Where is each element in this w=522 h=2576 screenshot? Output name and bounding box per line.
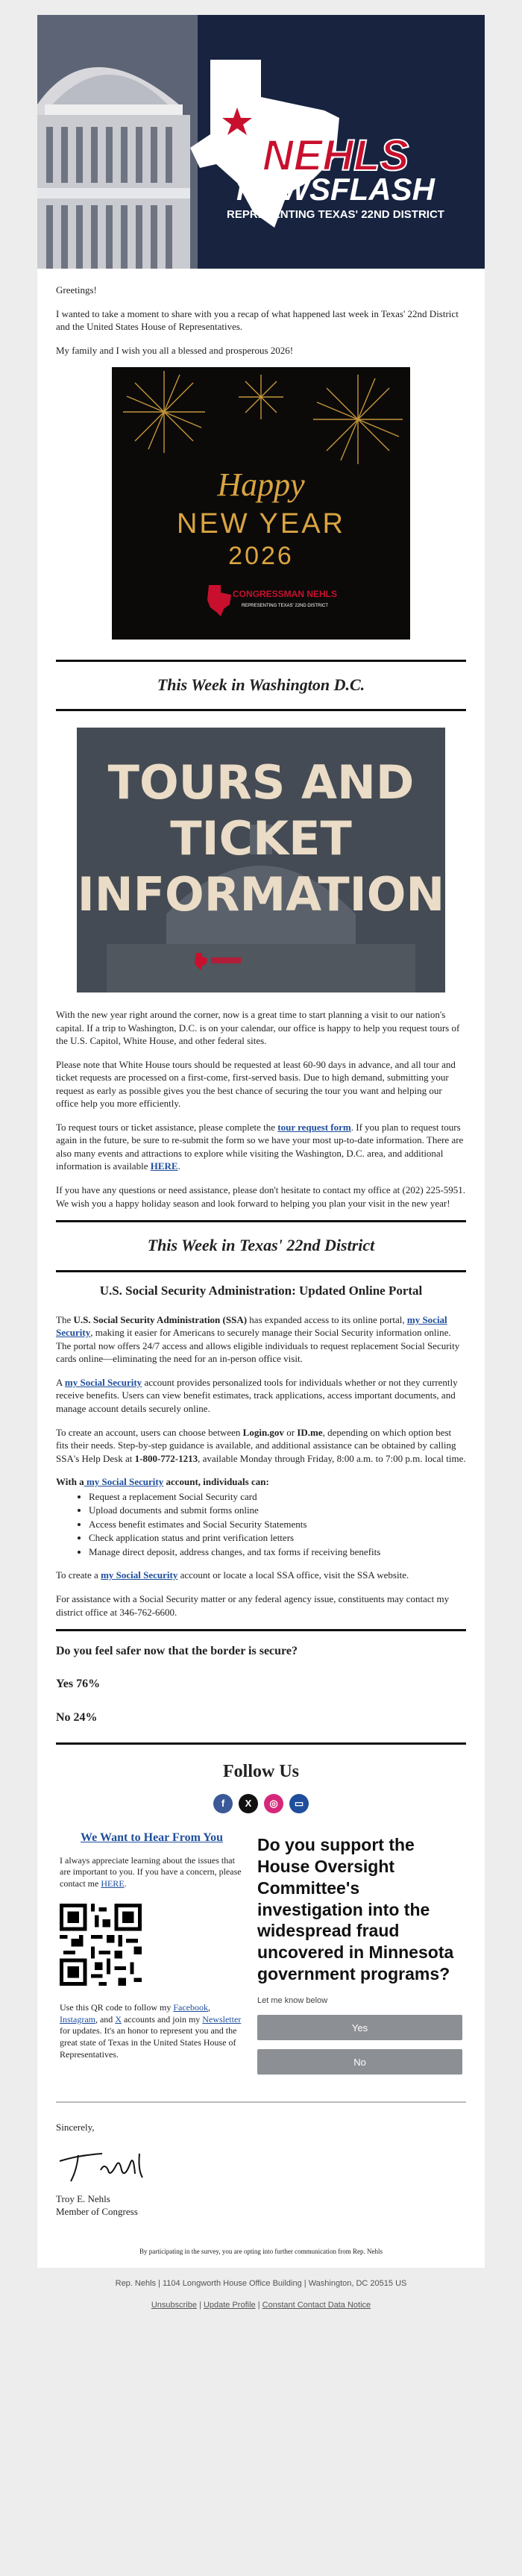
- text-span: account or locate a local SSA office, visit the SSA website.: [177, 1569, 409, 1581]
- contact-here-link[interactable]: HERE: [101, 1878, 125, 1889]
- text-span: for updates. It's an honor to represent you and the great state of Texas in the United States House of Representatives.: [60, 2025, 237, 2060]
- list-item: • Upload documents and submit forms online: [89, 1504, 466, 1517]
- text-span: or: [283, 1426, 298, 1438]
- text-span: ,: [207, 2002, 210, 2013]
- hear-paragraph-2: [60, 2002, 244, 2060]
- id-me-bold: ID.me: [297, 1426, 323, 1438]
- header-title-line2: NEWSFLASH: [236, 172, 435, 207]
- survey-no-button[interactable]: No: [257, 2049, 462, 2075]
- login-gov-bold: Login.gov: [242, 1426, 284, 1438]
- ssa-paragraph-5: For assistance with a Social Security matter or any federal agency issue, constituents may contact my district office at 346-762-6600.: [56, 1593, 450, 1618]
- text-span: I always appreciate learning about the issues that are important to you. If you have a concern, please contact me: [60, 1854, 242, 1889]
- new-year-image-wrap: [56, 367, 466, 643]
- dc-paragraph-1: With the new year right around the corner, now is a great time to start planning a visit to our nation's capital. If a trip to Washington, D.C. is on your calendar, our office is happy to help you request tours of the U.S. Capitol, White House, and other federal sites.: [56, 1008, 460, 1047]
- tour-request-form-link[interactable]: tour request form: [277, 1121, 351, 1133]
- greeting: Greetings!: [56, 284, 97, 296]
- my-social-security-link[interactable]: my Social Security: [101, 1569, 178, 1581]
- contact-survey-row: [56, 1830, 466, 2083]
- ssa-feature-list: [89, 1490, 466, 1559]
- text-span: . If you plan to request tours again in the future, be sure to re-submit the form so we have your most up-to-date information. There are also many events and attractions to explore while visiting the Washington, D.C. area, and additional information is available: [56, 1121, 464, 1172]
- capitol-dome-image: [37, 15, 198, 269]
- poll-result-question: Do you feel safer now that the border is secure?: [56, 1645, 298, 1658]
- poll-result-no: No 24%: [56, 1711, 98, 1725]
- my-social-security-link[interactable]: my Social Security: [64, 1376, 142, 1388]
- text-span: , making it easier for Americans to securely manage their Social Security information online. The portal now offers 24/7 access and allows eligible individuals to request replacement Social Security cards online—eliminating the need for an in-person office visit.: [56, 1327, 460, 1365]
- header-graphic: [37, 15, 485, 269]
- instagram-link[interactable]: Instagram: [60, 2013, 95, 2025]
- survey-yes-button[interactable]: Yes: [257, 2015, 462, 2040]
- tours-image-wrap: [56, 728, 466, 996]
- facebook-link[interactable]: Facebook: [173, 2002, 208, 2013]
- signature-image: [56, 2148, 168, 2185]
- text-span: , and: [95, 2013, 116, 2025]
- tours-image-line1: TOURS AND: [107, 755, 415, 810]
- tx-section-title: This Week in Texas' 22nd District: [147, 1236, 375, 1255]
- text-span: To create an account, users can choose between: [56, 1426, 243, 1438]
- ssa-bold: U.S. Social Security Administration (SSA): [73, 1313, 248, 1325]
- signature-block: [56, 2103, 466, 2233]
- ssa-paragraph-1: [56, 1313, 466, 1366]
- hear-title: We Want to Hear From You: [81, 1831, 223, 1845]
- text-span: , available Monday through Friday, 8:00 a.m. to 7:00 p.m. local time.: [198, 1452, 466, 1464]
- new-year-script: Happy: [217, 466, 305, 504]
- header-banner: [37, 15, 485, 269]
- logo-text: CONGRESSMAN NEHLS: [232, 589, 338, 600]
- footer: [0, 2268, 522, 2322]
- list-item: • Check application status and print verification letters: [89, 1531, 466, 1545]
- hear-from-you-column: [60, 1830, 244, 2083]
- qr-code-image[interactable]: [60, 1904, 142, 1986]
- tours-image: [77, 728, 445, 992]
- instagram-icon[interactable]: ◎: [264, 1794, 283, 1813]
- tours-image-line2: TICKET: [170, 811, 352, 866]
- footer-links: [0, 2300, 522, 2311]
- footer-address: Rep. Nehls | 1104 Longworth House Office Building | Washington, DC 20515 US: [115, 2279, 407, 2289]
- dc-paragraph-2: Please note that White House tours should be requested at least 60-90 days in advance, and all tour and ticket requests are processed on a first-come, first-served basis. Due to high demand, submitting your request as early as possible gives you the best chance of securing the tour you want and helping our office help you more efficiently.: [56, 1058, 456, 1110]
- text-span: , depending on which option best fits their needs. Step-by-step guidance is available, and additional assistance can be obtained by calling SSA's Help Desk at: [56, 1426, 456, 1464]
- signature-name: Troy E. Nehls: [56, 2192, 110, 2204]
- new-year-year: 2026: [228, 542, 294, 571]
- ssa-paragraph-4: [56, 1569, 466, 1582]
- signature-role: Member of Congress: [56, 2206, 138, 2218]
- text-span: To request tours or ticket assistance, please complete the: [56, 1121, 278, 1133]
- text-span: Use this QR code to follow my: [60, 2002, 174, 2013]
- survey-prompt: Let me know below: [257, 1995, 328, 2005]
- poll-result-yes: Yes 76%: [56, 1677, 101, 1690]
- intro-paragraph: I wanted to take a moment to share with you a recap of what happened last week in Texas' 22nd District and the United States House of Representatives.: [56, 307, 459, 333]
- text-span: has expanded access to its online portal,: [247, 1313, 407, 1325]
- website-icon[interactable]: ▭: [289, 1794, 309, 1813]
- x-link[interactable]: X: [115, 2013, 122, 2025]
- ssa-list-intro: [56, 1475, 466, 1489]
- text-span: .: [124, 1878, 127, 1889]
- unsubscribe-link[interactable]: Unsubscribe: [151, 2300, 197, 2310]
- data-notice-link[interactable]: Constant Contact Data Notice: [262, 2300, 371, 2310]
- logo-subtext: REPRESENTING TEXAS' 22ND DISTRICT: [241, 604, 329, 609]
- follow-us-title: Follow Us: [223, 1761, 299, 1781]
- text-span: The: [56, 1313, 74, 1325]
- new-year-wish: My family and I wish you all a blessed and prosperous 2026!: [56, 344, 294, 356]
- social-icons: [56, 1794, 466, 1813]
- tours-image-line3: INFORMATION: [77, 867, 445, 922]
- dc-paragraph-3: [56, 1121, 466, 1173]
- survey-question: Do you support the House Oversight Committee's investigation into the widespread fraud uncovered in Minnesota government programs?: [257, 1835, 454, 1983]
- my-social-security-link[interactable]: my Social Security: [84, 1476, 164, 1488]
- text-span: account, individuals can:: [163, 1476, 269, 1488]
- hear-paragraph-1: [60, 1855, 244, 1890]
- separator: |: [196, 2300, 204, 2310]
- x-icon[interactable]: X: [239, 1794, 258, 1813]
- text-span: accounts and join my: [121, 2013, 203, 2025]
- header-subtitle: REPRESENTING TEXAS' 22ND DISTRICT: [227, 208, 444, 221]
- separator: |: [255, 2300, 262, 2310]
- update-profile-link[interactable]: Update Profile: [203, 2300, 256, 2310]
- survey-disclaimer: By participating in the survey, you are opting into further communication from Rep. Nehls: [139, 2248, 383, 2255]
- dc-paragraph-4: If you have any questions or need assistance, please don't hesitate to contact my office at (202) 225-5951. We wish you a happy holiday season and look forward to helping you plan your visit in the new year!: [56, 1184, 466, 1209]
- ssa-paragraph-3: [56, 1426, 466, 1466]
- dc-info-here-link[interactable]: HERE: [150, 1160, 178, 1172]
- sincerely-text: Sincerely,: [56, 2122, 95, 2133]
- divider: [56, 709, 466, 711]
- text-span: .: [177, 1160, 180, 1172]
- dc-section-title: This Week in Washington D.C.: [157, 675, 365, 694]
- my-social-security-link[interactable]: my Social Security: [56, 1313, 447, 1339]
- list-item: • Access benefit estimates and Social Security Statements: [89, 1518, 466, 1531]
- survey-column: [257, 1830, 462, 2083]
- list-item: • Request a replacement Social Security card: [89, 1490, 466, 1504]
- divider: [56, 1629, 466, 1631]
- ssa-phone: 1-800-772-1213: [134, 1452, 198, 1464]
- text-span: To create a: [56, 1569, 101, 1581]
- newsletter-link[interactable]: Newsletter: [202, 2013, 242, 2025]
- text-span: With a: [56, 1476, 84, 1488]
- ssa-paragraph-2: [56, 1376, 466, 1416]
- text-span: account provides personalized tools for individuals whether or not they currently receive benefits. Users can view benefit estimates, track applications, access important documents, and manage account details securely online.: [56, 1376, 458, 1414]
- facebook-icon[interactable]: f: [213, 1794, 233, 1813]
- header-title-line1: NEHLS: [262, 131, 409, 180]
- ssa-title: U.S. Social Security Administration: Updated Online Portal: [99, 1283, 423, 1298]
- new-year-image: [112, 367, 410, 640]
- email-card: [37, 15, 485, 2268]
- list-item: • Manage direct deposit, address changes, and tax forms if receiving benefits: [89, 1545, 466, 1559]
- text-span: A: [56, 1376, 65, 1388]
- new-year-line: NEW YEAR: [176, 508, 346, 540]
